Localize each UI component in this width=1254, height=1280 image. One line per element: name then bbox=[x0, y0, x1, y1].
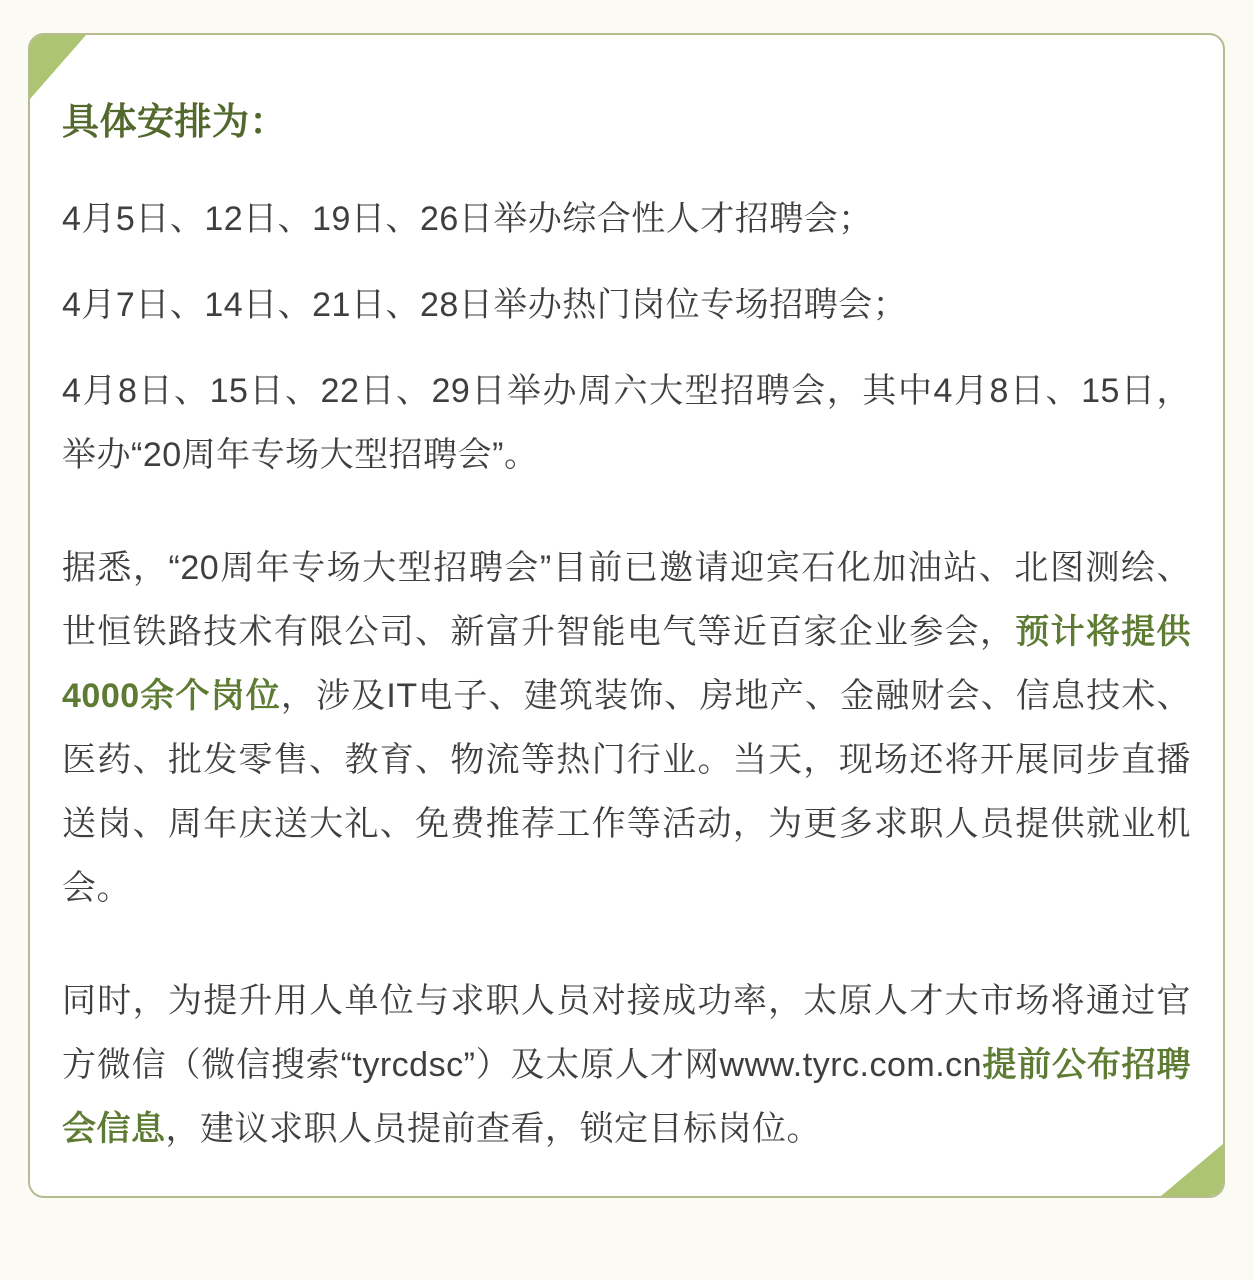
article-card bbox=[28, 33, 1225, 1198]
detail-text-before: 据悉，“20周年专场大型招聘会”目前已邀请迎宾石化加油站、北图测绘、世恒铁路技术有限公司、新富升智能电气等近百家企业参会， bbox=[62, 549, 1191, 651]
article-content bbox=[30, 35, 1223, 1161]
website-url: www.tyrc.com.cn bbox=[719, 1046, 983, 1084]
detail-text-after: ，涉及IT电子、建筑装饰、房地产、金融财会、信息技术、医药、批发零售、教育、物流等热门行业。当天，现场还将开展同步直播送岗、周年庆送大礼、免费推荐工作等活动，为更多求职人员提供就业机会。 bbox=[62, 677, 1192, 907]
paragraph-notice bbox=[62, 969, 1191, 1161]
notice-text-before: 同时，为提升用人单位与求职人员对接成功率，太原人才大市场将通过官方微信（微信搜索“tyrcdsc”）及太原人才网 bbox=[62, 982, 1191, 1084]
schedule-line-hot-position-fairs: 4月7日、14日、21日、28日举办热门岗位专场招聘会； bbox=[62, 286, 908, 324]
notice-highlight-advance-publish: 提前公布招聘会信息 bbox=[62, 1046, 1192, 1148]
schedule-line-comprehensive-fairs: 4月5日、12日、19日、26日举办综合性人才招聘会； bbox=[62, 200, 873, 238]
paragraph-detail bbox=[62, 536, 1191, 920]
detail-highlight-jobs-count: 预计将提供4000余个岗位 bbox=[62, 613, 1192, 715]
section-heading: 具体安排为： bbox=[62, 101, 287, 142]
notice-text-after: ，建议求职人员提前查看，锁定目标岗位。 bbox=[165, 1110, 821, 1148]
schedule-line-saturday-fairs: 4月8日、15日、22日、29日举办周六大型招聘会，其中4月8日、15日，举办“20周年专场大型招聘会”。 bbox=[62, 372, 1191, 474]
